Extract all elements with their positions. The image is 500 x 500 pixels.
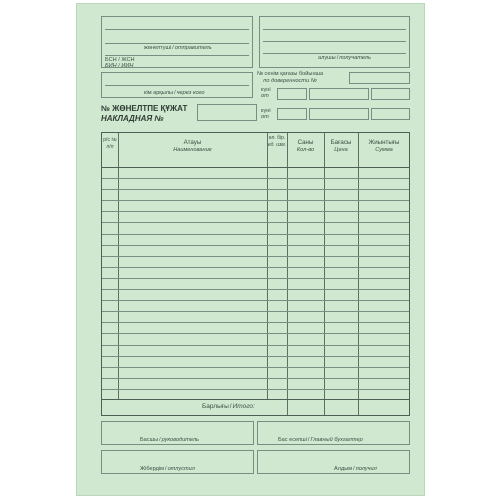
col-divider	[287, 133, 288, 415]
table-row[interactable]	[102, 211, 409, 212]
col-divider	[267, 133, 268, 415]
doc-title-ru: НАКЛАДНАЯ №	[101, 114, 164, 123]
power-of-attorney-label: № сенім қағазы бойынша по доверенности №	[257, 71, 324, 84]
head-signature-box[interactable]	[101, 421, 254, 445]
sender-line-2	[105, 43, 249, 44]
sender-line-1	[105, 29, 249, 30]
doc-number-field[interactable]	[197, 104, 257, 121]
date2-field-year[interactable]	[371, 108, 410, 120]
col-header-index: р/с № п/п	[103, 137, 117, 150]
table-row[interactable]	[102, 289, 409, 290]
date2-label: күні от	[261, 108, 271, 120]
table-row[interactable]	[102, 256, 409, 257]
received-signature-box[interactable]	[257, 450, 410, 474]
table-row[interactable]	[102, 222, 409, 223]
sender-label: жөнелтуші/отправитель	[144, 45, 212, 51]
total-label: Барлығы/Итого:	[202, 403, 255, 410]
table-row[interactable]	[102, 200, 409, 201]
table-row[interactable]	[102, 234, 409, 235]
table-row[interactable]	[102, 278, 409, 279]
head-label: Басшы/руководитель	[140, 437, 199, 443]
col-header-name: Атауы Наименование	[173, 139, 212, 153]
header-divider	[102, 167, 409, 168]
date1-field-day[interactable]	[277, 88, 307, 100]
table-row[interactable]	[102, 189, 409, 190]
date1-label: күні от	[261, 87, 271, 99]
table-row[interactable]	[102, 356, 409, 357]
table-row[interactable]	[102, 389, 409, 390]
table-row[interactable]	[102, 333, 409, 334]
table-row[interactable]	[102, 178, 409, 179]
col-divider	[358, 133, 359, 415]
chief-accountant-label: Бас есепші/Главный бухгалтер	[278, 437, 363, 443]
table-row[interactable]	[102, 267, 409, 268]
table-row[interactable]	[102, 245, 409, 246]
date2-field-month[interactable]	[309, 108, 369, 120]
receiver-line-3	[263, 53, 406, 54]
col-header-price: Бағасы Цена	[330, 139, 352, 153]
power-of-attorney-field[interactable]	[349, 72, 410, 84]
table-row[interactable]	[102, 378, 409, 379]
table-row[interactable]	[102, 311, 409, 312]
received-label: Алдым/получил	[334, 466, 377, 472]
bin-label: БСН / ЖСН БИН / ИИН	[105, 57, 135, 69]
receiver-line-2	[263, 41, 406, 42]
col-header-unit: өл. бір. ед. изм.	[267, 135, 287, 148]
sender-box	[101, 16, 253, 68]
receiver-line-1	[263, 29, 406, 30]
through-box	[101, 72, 253, 98]
released-label: Жібердім/отпустил	[140, 466, 195, 472]
col-header-sum: Жиынтығы Сумма	[368, 139, 400, 153]
col-header-qty: Саны Кол-во	[296, 139, 315, 153]
table-row[interactable]	[102, 300, 409, 301]
through-label: кім арқылы/через кого	[144, 90, 205, 96]
doc-title-kz: № ЖӨНЕЛТПЕ ҚҰЖАТ	[101, 104, 188, 113]
table-row[interactable]	[102, 345, 409, 346]
items-table	[101, 132, 410, 416]
col-divider	[324, 133, 325, 415]
table-row[interactable]	[102, 322, 409, 323]
sender-line-3	[105, 55, 249, 56]
date2-field-day[interactable]	[277, 108, 307, 120]
table-row[interactable]	[102, 367, 409, 368]
chief-accountant-signature-box[interactable]	[257, 421, 410, 445]
date1-field-year[interactable]	[371, 88, 410, 100]
through-line	[105, 85, 249, 86]
invoice-sheet	[76, 3, 425, 496]
released-signature-box[interactable]	[101, 450, 254, 474]
col-divider	[118, 133, 119, 415]
receiver-label: алушы/получатель	[318, 55, 371, 61]
date1-field-month[interactable]	[309, 88, 369, 100]
receiver-box	[259, 16, 410, 68]
total-mask	[102, 400, 287, 415]
